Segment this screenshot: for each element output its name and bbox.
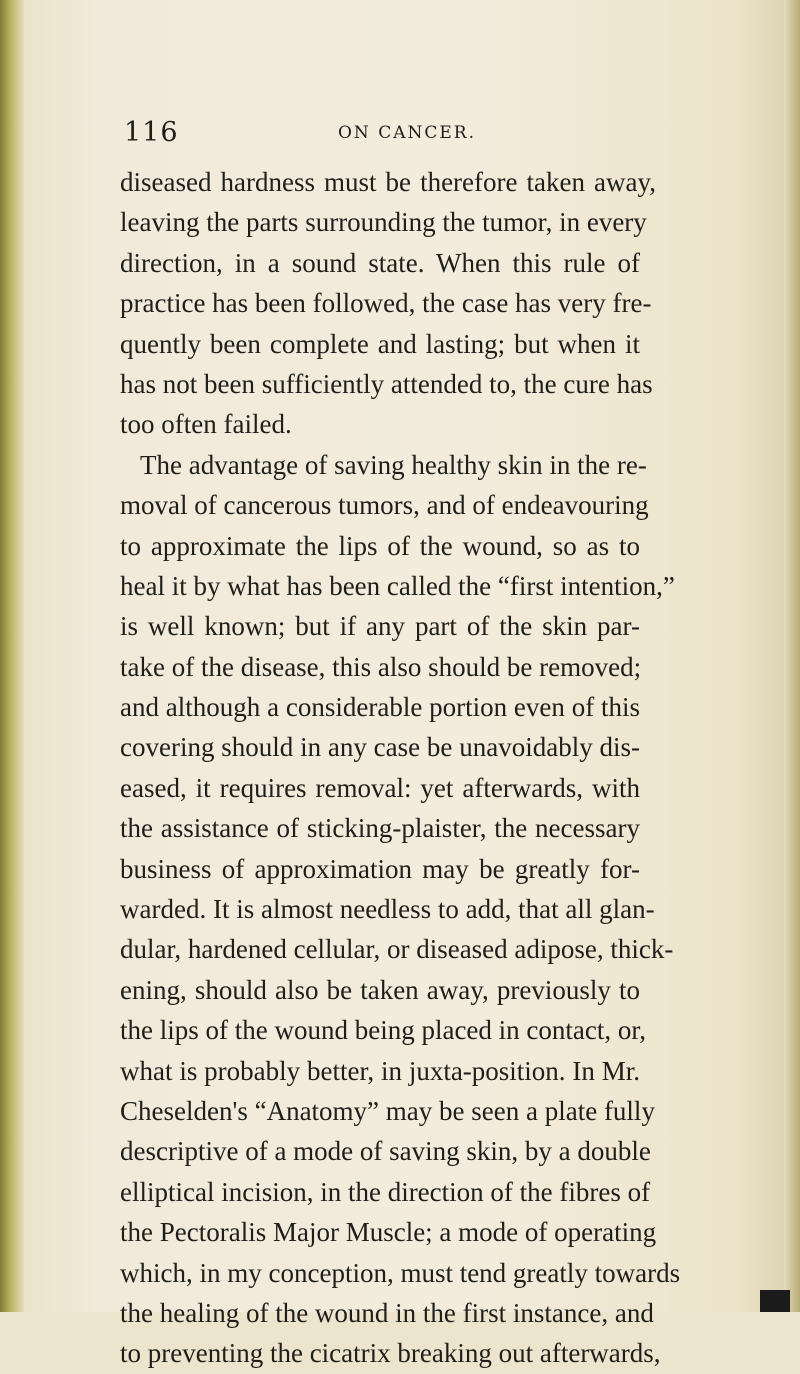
- text-line: too often failed.: [120, 409, 292, 440]
- text-line: and although a considerable portion even of this: [120, 692, 640, 723]
- page-edge: [784, 0, 800, 1312]
- text-line: Cheselden's “Anatomy” may be seen a plate fully: [120, 1095, 655, 1126]
- text-line: quently been complete and lasting; but when it: [120, 328, 640, 359]
- text-line: the Pectoralis Major Muscle; a mode of operating: [120, 1217, 657, 1248]
- text-line: elliptical incision, in the direction of the fibres of: [120, 1176, 651, 1207]
- corner-shadow: [760, 1290, 790, 1312]
- text-line: practice has been followed, the case has very fre-: [120, 288, 652, 319]
- text-line: business of approximation may be greatly for-: [120, 853, 640, 884]
- paragraph-start-line: The advantage of saving healthy skin in the re-: [140, 449, 647, 480]
- text-line: the assistance of sticking-plaister, the necessary: [120, 813, 640, 844]
- text-line: has not been sufficiently attended to, the cure has: [120, 368, 653, 399]
- text-line: dular, hardened cellular, or diseased adipose, thick-: [120, 934, 674, 965]
- text-line: direction, in a sound state. When this rule of: [120, 247, 640, 278]
- text-line: the healing of the wound in the first instance, and: [120, 1297, 654, 1328]
- text-line: take of the disease, this also should be removed;: [120, 651, 642, 682]
- text-line: covering should in any case be unavoidably dis-: [120, 732, 640, 763]
- text-line: warded. It is almost needless to add, that all glan-: [120, 894, 655, 925]
- text-line: to approximate the lips of the wound, so as to: [120, 530, 640, 561]
- text-line: is well known; but if any part of the skin par-: [120, 611, 640, 642]
- running-head: [112, 117, 672, 157]
- page-number: 116: [124, 117, 179, 148]
- text-line: eased, it requires removal: yet afterwards, with: [120, 772, 640, 803]
- text-line: which, in my conception, must tend greatly towards: [120, 1257, 681, 1288]
- running-title: ON CANCER.: [338, 123, 476, 143]
- text-line: the lips of the wound being placed in contact, or,: [120, 1015, 647, 1046]
- text-line: moval of cancerous tumors, and of endeavouring: [120, 490, 649, 521]
- body-text: [120, 162, 681, 1374]
- text-line: ening, should also be taken away, previously to: [120, 974, 640, 1005]
- text-line: heal it by what has been called the “first intention,”: [120, 570, 675, 601]
- text-line: leaving the parts surrounding the tumor, in every: [120, 207, 647, 238]
- text-line: diseased hardness must be therefore taken away,: [120, 167, 656, 197]
- text-line: descriptive of a mode of saving skin, by a double: [120, 1136, 651, 1167]
- text-line: what is probably better, in juxta-position. In Mr.: [120, 1055, 640, 1086]
- book-spine: [0, 0, 24, 1312]
- text-line: to preventing the cicatrix breaking out afterwards,: [120, 1338, 661, 1369]
